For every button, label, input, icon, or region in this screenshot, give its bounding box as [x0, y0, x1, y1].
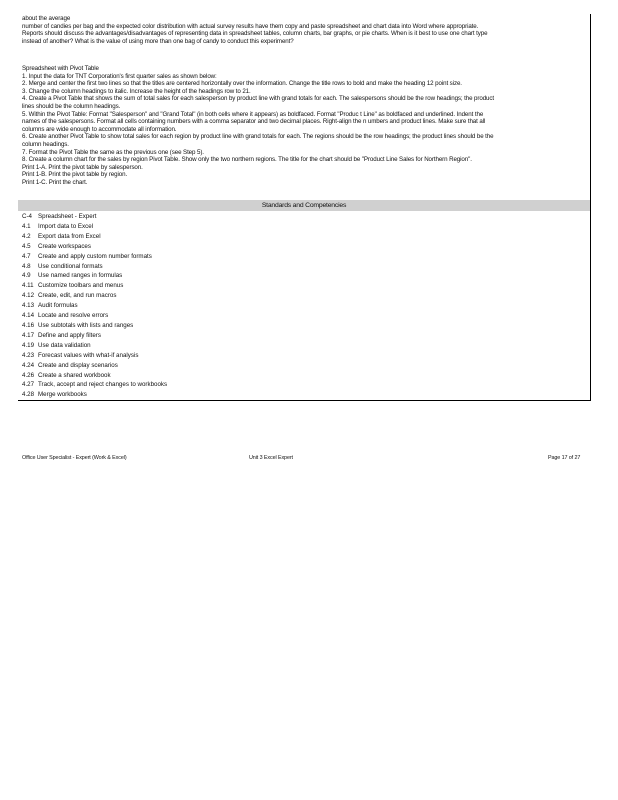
competency-item: [22, 252, 167, 262]
step-line: columns are wide enough to accommodate all information.: [22, 125, 177, 133]
competency-code: 4.26: [22, 371, 35, 379]
competency-code: 4.5: [22, 242, 31, 250]
step-line: 1. Input the data for TNT Corporation's first quarter sales as shown below:: [22, 72, 217, 80]
footer-course-title: Office User Specialist - Expert (Work & Excel): [22, 455, 127, 461]
competency-text: Merge workbooks: [38, 391, 87, 399]
competency-text: Create and display scenarios: [38, 361, 118, 369]
competency-text: Locate and resolve errors: [38, 312, 109, 320]
competency-code: 4.16: [22, 321, 35, 329]
competency-code: 4.1: [22, 222, 31, 230]
competency-code: 4.19: [22, 341, 35, 349]
competencies-list: [22, 212, 167, 400]
competency-item: [22, 341, 167, 351]
competency-item: [22, 212, 167, 222]
competency-item: [22, 232, 167, 242]
competency-item: [22, 271, 167, 281]
competency-code: 4.24: [22, 361, 35, 369]
step-line: names of the salespersons. Format all cells containing numbers with a comma separator and two decimal places. Right-align the n umbers and product lines. Make sure that all: [22, 118, 486, 126]
competency-code: 4.2: [22, 232, 31, 240]
competency-item: [22, 291, 167, 301]
print-line: Print 1-A. Print the pivot table by salesperson.: [22, 163, 143, 171]
competency-item: [22, 222, 167, 232]
competency-code: C-4: [22, 213, 32, 220]
step-line: 8. Create a column chart for the sales by region Pivot Table. Show only the two northern regions. The title for the chart should be "Product Line Sales for Northern Region".: [22, 156, 472, 164]
competency-item: [22, 380, 167, 390]
competency-code: 4.11: [22, 282, 34, 290]
competency-text: Use subtotals with lists and ranges: [38, 321, 134, 329]
pivot-table-section: [22, 65, 588, 187]
step-line: 4. Create a Pivot Table that shows the sum of total sales for each salesperson by product line with grand totals for each. The salespersons should be the row headings; the product: [22, 95, 494, 103]
competency-item: [22, 351, 167, 361]
competency-code: 4.7: [22, 252, 31, 260]
step-line: 6. Create another Pivot Table to show total sales for each region by product line with grand totals for each. The regions should be the row headings; the product lines should be the: [22, 133, 494, 141]
competency-item: [22, 262, 167, 272]
competency-text: Import data to Excel: [38, 222, 94, 230]
standards-header-bar: [18, 200, 590, 211]
standards-title: Standards and Competencies: [261, 202, 347, 209]
competency-code: 4.12: [22, 292, 35, 300]
competency-item: [22, 390, 167, 400]
competency-item: [22, 321, 167, 331]
competency-code: 4.17: [22, 331, 35, 339]
competency-item: [22, 242, 167, 252]
competency-code: 4.23: [22, 351, 35, 359]
competency-text: Forecast values with what-if analysis: [38, 351, 139, 359]
step-line: lines should be the column headings.: [22, 102, 121, 110]
print-line: Print 1-C. Print the chart.: [22, 178, 88, 186]
competency-text: Spreadsheet - Expert: [38, 213, 97, 220]
competency-text: Create, edit, and run macros: [38, 292, 117, 300]
intro-paragraph: [22, 15, 588, 45]
competency-code: 4.27: [22, 381, 35, 389]
competency-text: Create a shared workbook: [38, 371, 111, 379]
print-line: Print 1-B. Print the pivot table by region.: [22, 171, 128, 179]
competency-item: [22, 311, 167, 321]
pivot-heading: Spreadsheet with Pivot Table: [22, 65, 99, 72]
competency-code: 4.14: [22, 312, 35, 320]
competency-text: Use data validation: [38, 341, 91, 349]
competency-item: [22, 301, 167, 311]
competency-code: 4.28: [22, 391, 35, 399]
step-line: 3. Change the column headings to italic. Increase the height of the headings row to 21.: [22, 87, 251, 95]
competency-text: Create workspaces: [38, 242, 91, 250]
intro-line: instead of another? What is the value of using more than one bag of candy to conduct this experiment?: [22, 37, 294, 45]
footer-page-number: Page 17 of 27: [548, 455, 581, 461]
step-line: 5. Within the Pivot Table: Format "Salesperson" and "Grand Total" (in both cells where it appears) as boldfaced. Format "Produc t Line" as boldfaced and underlined. Indent the: [22, 110, 484, 118]
competency-item: [22, 371, 167, 381]
intro-line: Reports should discuss the advantages/disadvantages of representing data in spreadsheet tables, column charts, bar graphs, or pie charts. When is it best to use one chart type: [22, 30, 488, 38]
competency-item: [22, 361, 167, 371]
intro-line: number of candies per bag and the expected color distribution with actual survey results have them copy and paste spreadsheet and chart data into Word where appropriate.: [22, 22, 479, 30]
competency-text: Use named ranges in formulas: [38, 272, 123, 280]
intro-line: about the average: [22, 15, 71, 22]
competency-text: Audit formulas: [38, 302, 78, 310]
competency-code: 4.8: [22, 262, 31, 270]
competency-text: Customize toolbars and menus: [38, 282, 124, 290]
competency-item: [22, 331, 167, 341]
competency-text: Export data from Excel: [38, 232, 101, 240]
competency-code: 4.9: [22, 272, 31, 280]
competency-item: [22, 281, 167, 291]
step-line: 2. Merge and center the first two lines so that the titles are centered horizontally over the information. Change the title rows to bold and make the heading 12 point size.: [22, 80, 462, 88]
competency-text: Use conditional formats: [38, 262, 103, 270]
competency-text: Create and apply custom number formats: [38, 252, 152, 260]
competency-code: 4.13: [22, 302, 35, 310]
step-line: 7. Format the Pivot Table the same as the previous one (see Step 5).: [22, 148, 204, 156]
footer-unit: Unit 3 Excel Expert: [249, 455, 293, 461]
competency-text: Track, accept and reject changes to workbooks: [38, 381, 168, 389]
competency-text: Define and apply filters: [38, 331, 101, 339]
step-line: column headings.: [22, 140, 69, 148]
